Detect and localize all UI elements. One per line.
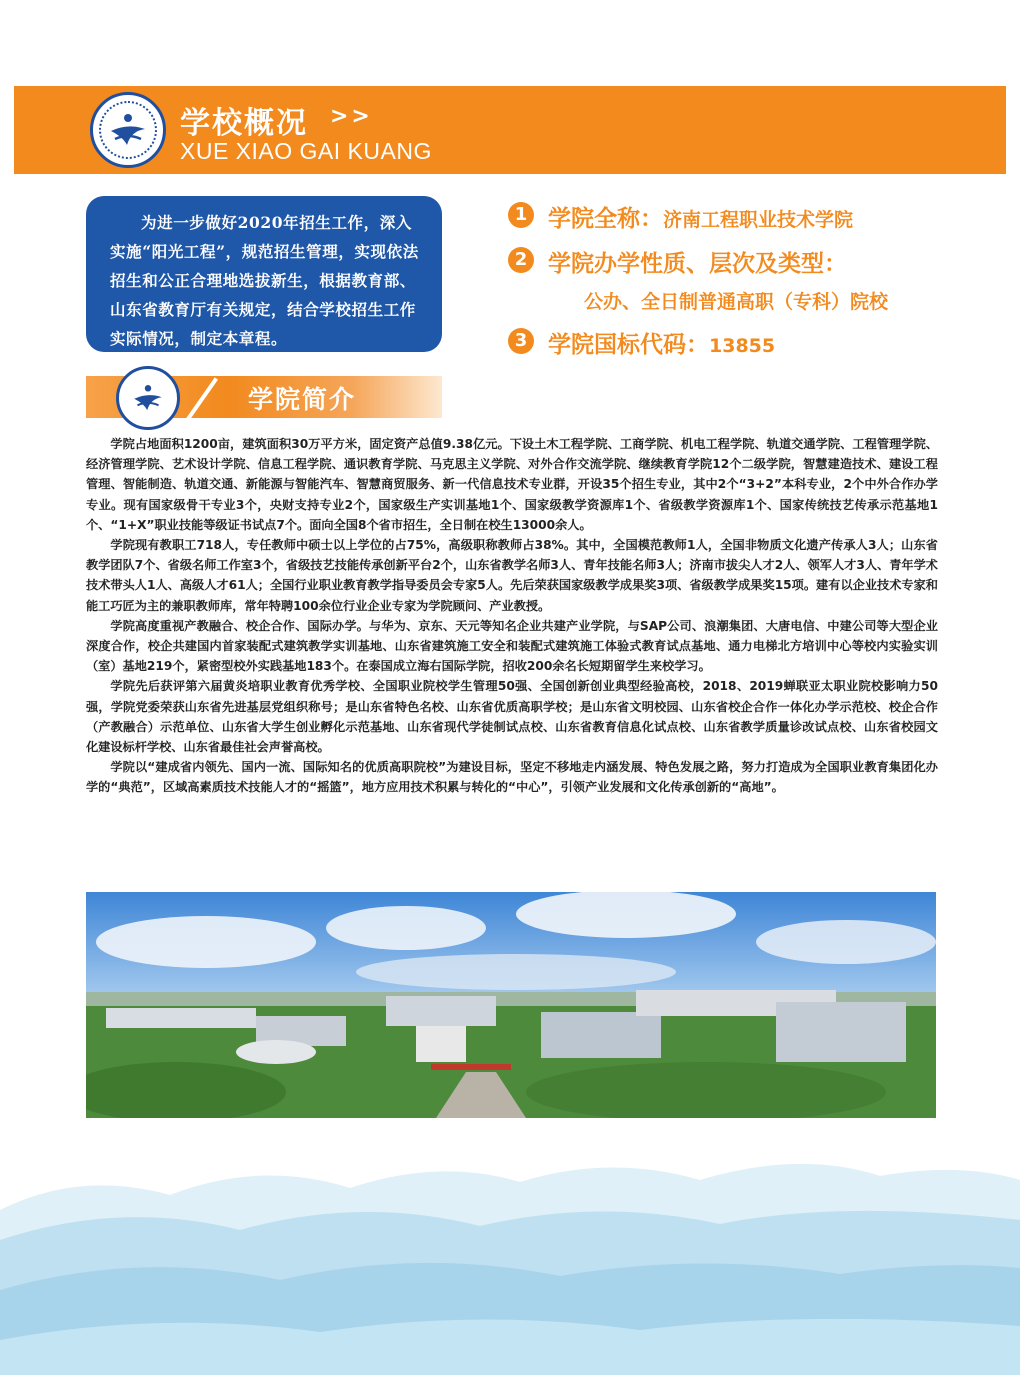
paragraph: 学院以“建成省内领先、国内一流、国际知名的优质高职院校”为建设目标，坚定不移地走内涵发展、特色发展之路，努力打造成为全国职业教育集团化办学的“典范”，区域高素质技术技能人才的“摇篮”，地方应用技术积累与转化的“中心”，引领产业发展和文化传承创新的“高地”。 [86,760,938,795]
paragraph: 学院现有教职工718人，专任教师中硕士以上学位的占75%，高级职称教师占38%。其中，全国模范教师1人，全国非物质文化遗产传承人3人；山东省教学团队7个、省级名师工作室3个，省级技艺技能传承创新平台2个，山东省教学名师3人、青年技能名师3人；济南市拔尖人才2人、领军人才3人、青年学术技术带头人1人、高级人才61人；全国行业职业教育教学指导委员会专家5人。先后荣获国家级教学成果奖3项、省级教学成果奖15项。建有以企业技术专家和能工巧匠为主的兼职教师库，常年特聘100余位行业企业专家为学院顾问、产业教授。 [86,538,938,613]
campus-illustration [86,892,936,1118]
fact-label [548,200,853,233]
campus-aerial-photo [86,892,936,1118]
fact-value: 公办、全日制普通高职（专科）院校 [584,291,889,313]
logo-emblem-icon [107,109,149,151]
header-arrows: >> [330,104,373,129]
section-logo [116,366,180,430]
paragraph: 学院先后获评第六届黄炎培职业教育优秀学校、全国职业院校学生管理50强、全国创新创业典型经验高校，2018、2019蝉联亚太职业院校影响力50强，学院党委荣获山东省先进基层党组织称号；是山东省特色名校、山东省优质高职学校；是山东省文明校园、山东省校企合作一体化办学示范校、校企合作（产教融合）示范单位、山东省大学生创业孵化示范基地、山东省现代学徒制试点校、山东省教育信息化试点校、山东省教学质量诊改试点校、山东省校园文化建设标杆学校、山东省最佳社会声誉高校。 [86,679,938,755]
fact-label-text: 学院国标代码： [548,332,709,358]
paragraph: 学院占地面积1200亩，建筑面积30万平方米，固定资产总值9.38亿元。下设土木工程学院、工商学院、机电工程学院、轨道交通学院、工程管理学院、经济管理学院、艺术设计学院、信息工程学院、通识教育学院、马克思主义学院、对外合作交流学院、继续教育学院12个二级学院，智慧建造技术、建设工程管理、智能制造、轨道交通、新能源与智能汽车、智慧商贸服务、新一代信息技术专业群，开设35个招生专业，其中2个“3+2”本科专业，2个中外合作办学专业。现有国家级骨干专业3个，央财支持专业2个，国家级生产实训基地1个、国家级教学资源库1个、省级教学资源库1个、国家传统技艺传承示范基地1个、“1+X”职业技能等级证书试点7个。面向全国8个省市招生，全日制在校生13000余人。 [86,437,938,532]
school-logo [90,92,166,168]
mountain-watercolor [0,1140,1020,1375]
fact-number-badge: 1 [508,202,534,228]
fact-label [548,326,775,359]
fact-value: 济南工程职业技术学院 [663,209,854,231]
section-title: 学院简介 [248,385,357,414]
intro-box: 为进一步做好2020年招生工作，深入实施“阳光工程”，规范招生管理，实现依法招生和公正合理地选拔新生，根据教育部、山东省教育厅有关规定，结合学校招生工作实际情况，制定本章程。 [86,196,442,352]
fact-number-badge: 2 [508,247,534,273]
header-pinyin: XUE XIAO GAI KUANG [180,138,432,164]
fact-value: 13855 [709,335,776,357]
logo-emblem-icon [131,381,165,415]
decorative-mountain-wash [0,1140,1020,1375]
header-title: 学校概况 [180,106,308,141]
college-intro-text [86,434,938,798]
fact-label: 学院办学性质、层次及类型： [548,251,847,277]
fact-label-text: 学院全称： [548,206,663,232]
paragraph: 学院高度重视产教融合、校企合作、国际办学。与华为、京东、天元等知名企业共建产业学院，与SAP公司、浪潮集团、大唐电信、中建公司等大型企业深度合作，校企共建国内首家装配式建筑教学实训基地、山东省建筑施工安全和装配式建筑施工体验式教育试点基地、通力电梯北方培训中心等校内实验实训（室）基地219个，紧密型校外实践基地183个。在泰国成立海右国际学院，招收200余名长短期留学生来校学习。 [86,618,938,674]
fact-number-badge: 3 [508,328,534,354]
